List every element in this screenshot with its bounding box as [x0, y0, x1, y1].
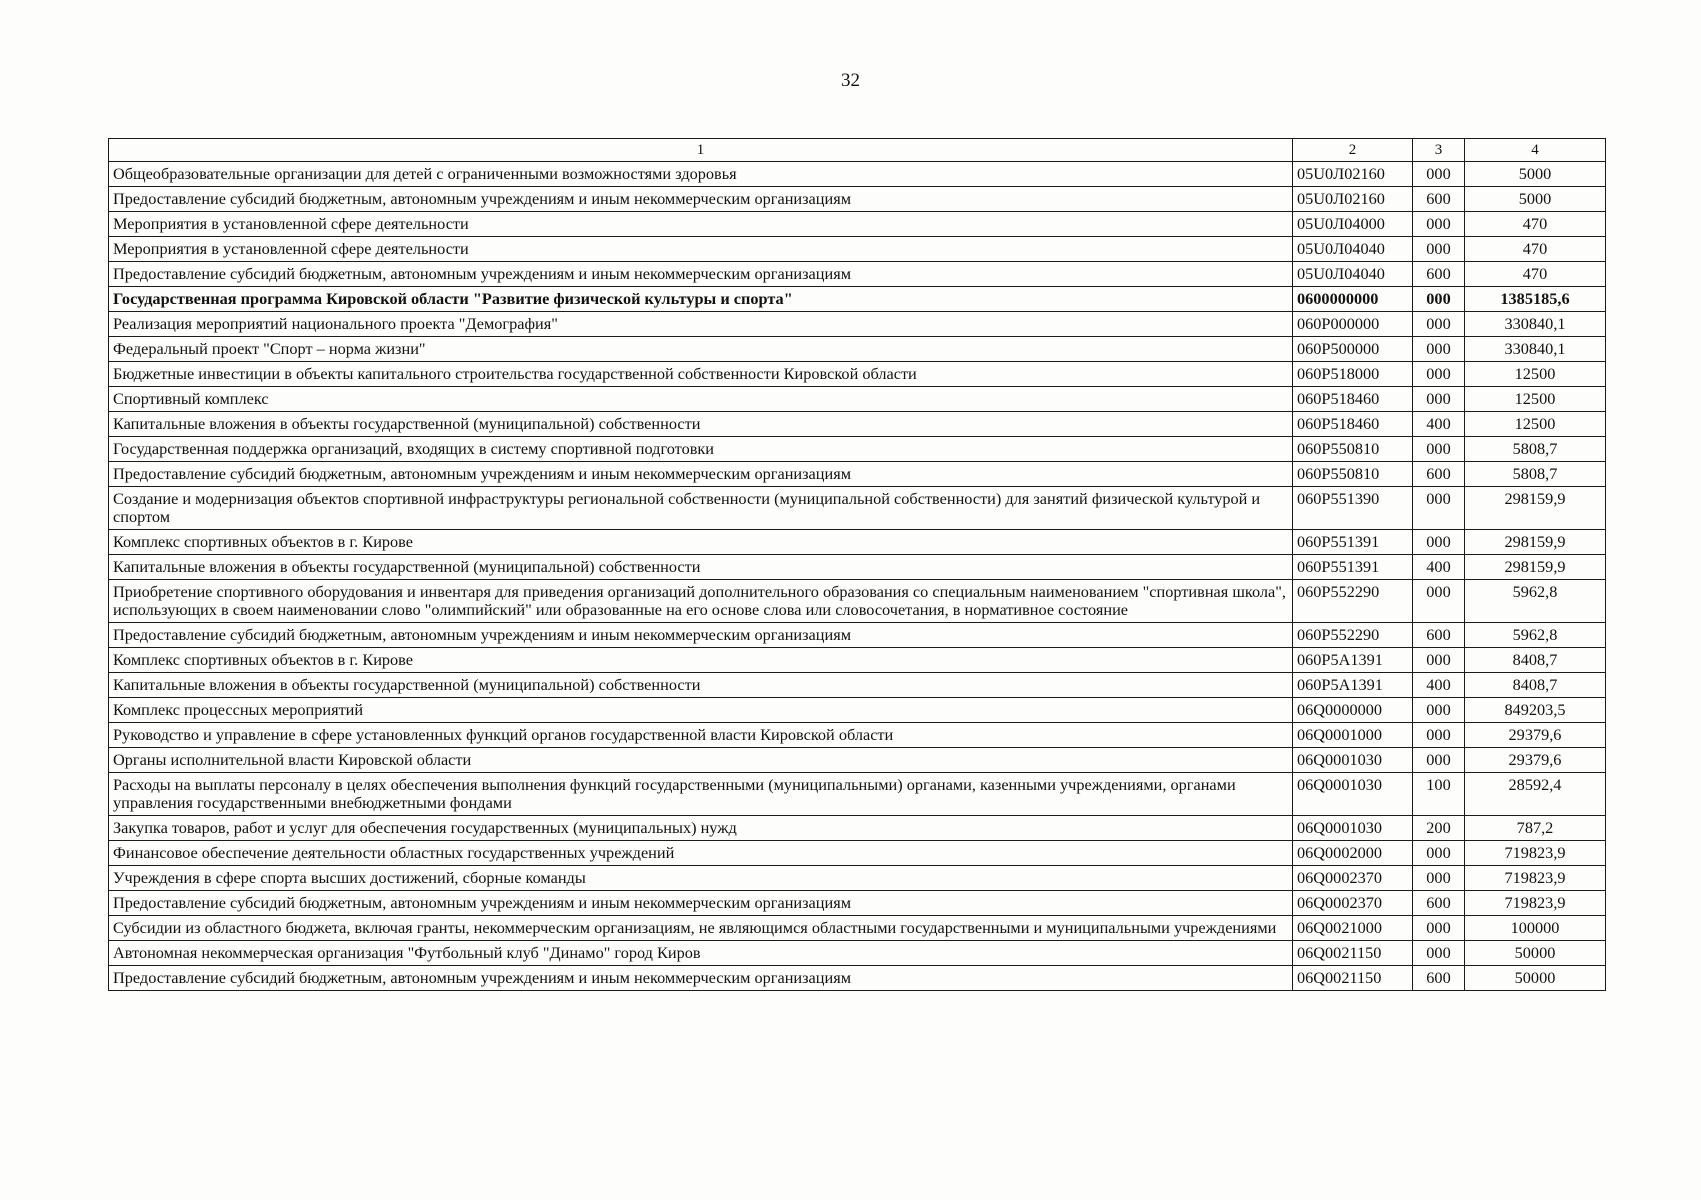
row-amount-cell: 5962,8	[1465, 623, 1606, 648]
row-name-cell: Приобретение спортивного оборудования и инвентаря для приведения организаций дополнительного образования со специальным наименованием "спортивная школа", использующих в своем наименовании слово "олимпийский" или образованные на его основе слова или словосочетания, в нормативное состояние	[109, 580, 1293, 623]
row-name-cell: Создание и модернизация объектов спортивной инфраструктуры региональной собственности (муниципальной собственности) для занятий физической культурой и спортом	[109, 487, 1293, 530]
row-code-cell: 06Q0002370	[1293, 891, 1413, 916]
row-expense-type-cell: 600	[1413, 891, 1465, 916]
table-row	[109, 580, 1606, 623]
row-name-cell: Предоставление субсидий бюджетным, автономным учреждениям и иным некоммерческим организациям	[109, 262, 1293, 287]
table-row	[109, 162, 1606, 187]
table-row	[109, 287, 1606, 312]
table-row	[109, 187, 1606, 212]
table-row	[109, 262, 1606, 287]
table-row	[109, 866, 1606, 891]
row-amount-cell: 8408,7	[1465, 673, 1606, 698]
row-code-cell: 060P550810	[1293, 437, 1413, 462]
row-code-cell: 05U0Л02160	[1293, 162, 1413, 187]
table-row	[109, 723, 1606, 748]
row-name-cell: Руководство и управление в сфере установленных функций органов государственной власти Кировской области	[109, 723, 1293, 748]
page-number: 32	[841, 70, 860, 91]
table-row	[109, 337, 1606, 362]
row-name-cell: Учреждения в сфере спорта высших достижений, сборные команды	[109, 866, 1293, 891]
row-name-cell: Реализация мероприятий национального проекта "Демография"	[109, 312, 1293, 337]
row-code-cell: 06Q0001030	[1293, 816, 1413, 841]
table-row	[109, 462, 1606, 487]
row-name-cell: Предоставление субсидий бюджетным, автономным учреждениям и иным некоммерческим организациям	[109, 891, 1293, 916]
row-code-cell: 05U0Л04000	[1293, 212, 1413, 237]
table-row	[109, 487, 1606, 530]
column-header-amount: 4	[1465, 139, 1606, 162]
row-code-cell: 060P500000	[1293, 337, 1413, 362]
row-name-cell: Органы исполнительной власти Кировской области	[109, 748, 1293, 773]
row-expense-type-cell: 200	[1413, 816, 1465, 841]
row-expense-type-cell: 000	[1413, 237, 1465, 262]
row-code-cell: 06Q0021150	[1293, 966, 1413, 991]
row-name-cell: Субсидии из областного бюджета, включая гранты, некоммерческим организациям, не являющимся областными государственными и муниципальными учреждениями	[109, 916, 1293, 941]
row-code-cell: 06Q0002000	[1293, 841, 1413, 866]
row-amount-cell: 29379,6	[1465, 748, 1606, 773]
row-name-cell: Предоставление субсидий бюджетным, автономным учреждениям и иным некоммерческим организациям	[109, 623, 1293, 648]
table-row	[109, 916, 1606, 941]
row-amount-cell: 719823,9	[1465, 841, 1606, 866]
row-code-cell: 060P518460	[1293, 412, 1413, 437]
row-expense-type-cell: 600	[1413, 623, 1465, 648]
row-amount-cell: 470	[1465, 262, 1606, 287]
row-amount-cell: 719823,9	[1465, 866, 1606, 891]
row-name-cell: Комплекс спортивных объектов в г. Кирове	[109, 648, 1293, 673]
table-row	[109, 891, 1606, 916]
row-amount-cell: 12500	[1465, 412, 1606, 437]
row-code-cell: 060P5A1391	[1293, 648, 1413, 673]
row-code-cell: 06Q0021000	[1293, 916, 1413, 941]
row-name-cell: Капитальные вложения в объекты государственной (муниципальной) собственности	[109, 555, 1293, 580]
row-code-cell: 060P551391	[1293, 530, 1413, 555]
row-code-cell: 05U0Л04040	[1293, 237, 1413, 262]
row-expense-type-cell: 000	[1413, 162, 1465, 187]
row-amount-cell: 298159,9	[1465, 530, 1606, 555]
row-amount-cell: 5808,7	[1465, 437, 1606, 462]
row-expense-type-cell: 000	[1413, 337, 1465, 362]
column-header-code: 2	[1293, 139, 1413, 162]
table-row	[109, 530, 1606, 555]
row-code-cell: 060P551390	[1293, 487, 1413, 530]
row-expense-type-cell: 000	[1413, 580, 1465, 623]
row-name-cell: Общеобразовательные организации для детей с ограниченными возможностями здоровья	[109, 162, 1293, 187]
row-amount-cell: 12500	[1465, 387, 1606, 412]
row-expense-type-cell: 000	[1413, 362, 1465, 387]
row-amount-cell: 719823,9	[1465, 891, 1606, 916]
row-expense-type-cell: 000	[1413, 530, 1465, 555]
table-row	[109, 841, 1606, 866]
row-amount-cell: 298159,9	[1465, 487, 1606, 530]
row-amount-cell: 1385185,6	[1465, 287, 1606, 312]
row-code-cell: 0600000000	[1293, 287, 1413, 312]
table-row	[109, 816, 1606, 841]
row-amount-cell: 330840,1	[1465, 337, 1606, 362]
row-code-cell: 060P552290	[1293, 580, 1413, 623]
row-expense-type-cell: 000	[1413, 916, 1465, 941]
row-name-cell: Автономная некоммерческая организация "Футбольный клуб "Динамо" город Киров	[109, 941, 1293, 966]
table-row	[109, 648, 1606, 673]
row-amount-cell: 298159,9	[1465, 555, 1606, 580]
row-amount-cell: 849203,5	[1465, 698, 1606, 723]
row-code-cell: 060P552290	[1293, 623, 1413, 648]
budget-table	[108, 138, 1606, 991]
row-code-cell: 06Q0001030	[1293, 773, 1413, 816]
row-name-cell: Комплекс процессных мероприятий	[109, 698, 1293, 723]
row-expense-type-cell: 000	[1413, 841, 1465, 866]
row-code-cell: 06Q0000000	[1293, 698, 1413, 723]
table-row	[109, 237, 1606, 262]
row-name-cell: Комплекс спортивных объектов в г. Кирове	[109, 530, 1293, 555]
table-header-row	[109, 139, 1606, 162]
row-code-cell: 060P551391	[1293, 555, 1413, 580]
row-amount-cell: 12500	[1465, 362, 1606, 387]
table-row	[109, 941, 1606, 966]
table-row	[109, 966, 1606, 991]
row-name-cell: Предоставление субсидий бюджетным, автономным учреждениям и иным некоммерческим организациям	[109, 462, 1293, 487]
table-row	[109, 387, 1606, 412]
row-amount-cell: 8408,7	[1465, 648, 1606, 673]
row-code-cell: 060P000000	[1293, 312, 1413, 337]
row-expense-type-cell: 000	[1413, 312, 1465, 337]
row-code-cell: 06Q0002370	[1293, 866, 1413, 891]
row-expense-type-cell: 000	[1413, 698, 1465, 723]
row-name-cell: Мероприятия в установленной сфере деятельности	[109, 237, 1293, 262]
table-row	[109, 773, 1606, 816]
row-expense-type-cell: 100	[1413, 773, 1465, 816]
row-expense-type-cell: 400	[1413, 673, 1465, 698]
row-name-cell: Капитальные вложения в объекты государственной (муниципальной) собственности	[109, 673, 1293, 698]
table-row	[109, 437, 1606, 462]
row-expense-type-cell: 600	[1413, 966, 1465, 991]
row-name-cell: Предоставление субсидий бюджетным, автономным учреждениям и иным некоммерческим организациям	[109, 966, 1293, 991]
row-amount-cell: 100000	[1465, 916, 1606, 941]
row-expense-type-cell: 400	[1413, 555, 1465, 580]
row-expense-type-cell: 000	[1413, 387, 1465, 412]
row-code-cell: 06Q0001030	[1293, 748, 1413, 773]
row-expense-type-cell: 600	[1413, 187, 1465, 212]
row-name-cell: Капитальные вложения в объекты государственной (муниципальной) собственности	[109, 412, 1293, 437]
row-expense-type-cell: 000	[1413, 212, 1465, 237]
column-header-name: 1	[109, 139, 1293, 162]
row-name-cell: Федеральный проект "Спорт – норма жизни"	[109, 337, 1293, 362]
row-expense-type-cell: 600	[1413, 462, 1465, 487]
row-amount-cell: 50000	[1465, 941, 1606, 966]
row-name-cell: Бюджетные инвестиции в объекты капитального строительства государственной собственности Кировской области	[109, 362, 1293, 387]
table-row	[109, 698, 1606, 723]
row-amount-cell: 50000	[1465, 966, 1606, 991]
row-name-cell: Спортивный комплекс	[109, 387, 1293, 412]
row-name-cell: Расходы на выплаты персоналу в целях обеспечения выполнения функций государственными (муниципальными) органами, казенными учреждениями, органами управления государственными внебюджетными фондами	[109, 773, 1293, 816]
row-expense-type-cell: 000	[1413, 287, 1465, 312]
row-expense-type-cell: 000	[1413, 866, 1465, 891]
row-expense-type-cell: 000	[1413, 941, 1465, 966]
row-name-cell: Мероприятия в установленной сфере деятельности	[109, 212, 1293, 237]
row-code-cell: 05U0Л02160	[1293, 187, 1413, 212]
row-expense-type-cell: 000	[1413, 487, 1465, 530]
table-row	[109, 623, 1606, 648]
table-row	[109, 673, 1606, 698]
row-expense-type-cell: 600	[1413, 262, 1465, 287]
row-amount-cell: 28592,4	[1465, 773, 1606, 816]
row-name-cell: Закупка товаров, работ и услуг для обеспечения государственных (муниципальных) нужд	[109, 816, 1293, 841]
row-amount-cell: 5808,7	[1465, 462, 1606, 487]
row-amount-cell: 470	[1465, 212, 1606, 237]
column-header-expense-type: 3	[1413, 139, 1465, 162]
row-code-cell: 060P518460	[1293, 387, 1413, 412]
row-expense-type-cell: 000	[1413, 648, 1465, 673]
row-amount-cell: 470	[1465, 237, 1606, 262]
table-row	[109, 362, 1606, 387]
row-expense-type-cell: 000	[1413, 723, 1465, 748]
table-row	[109, 412, 1606, 437]
row-amount-cell: 5962,8	[1465, 580, 1606, 623]
row-code-cell: 060P5A1391	[1293, 673, 1413, 698]
table-body	[109, 162, 1606, 991]
table-row	[109, 212, 1606, 237]
row-expense-type-cell: 400	[1413, 412, 1465, 437]
row-amount-cell: 787,2	[1465, 816, 1606, 841]
row-amount-cell: 330840,1	[1465, 312, 1606, 337]
row-expense-type-cell: 000	[1413, 748, 1465, 773]
row-expense-type-cell: 000	[1413, 437, 1465, 462]
row-name-cell: Государственная программа Кировской области "Развитие физической культуры и спорта"	[109, 287, 1293, 312]
row-code-cell: 060P518000	[1293, 362, 1413, 387]
row-code-cell: 05U0Л04040	[1293, 262, 1413, 287]
row-code-cell: 06Q0001000	[1293, 723, 1413, 748]
row-name-cell: Предоставление субсидий бюджетным, автономным учреждениям и иным некоммерческим организациям	[109, 187, 1293, 212]
row-amount-cell: 5000	[1465, 162, 1606, 187]
row-code-cell: 06Q0021150	[1293, 941, 1413, 966]
table-row	[109, 555, 1606, 580]
row-amount-cell: 29379,6	[1465, 723, 1606, 748]
row-name-cell: Государственная поддержка организаций, входящих в систему спортивной подготовки	[109, 437, 1293, 462]
row-amount-cell: 5000	[1465, 187, 1606, 212]
table-row	[109, 748, 1606, 773]
row-code-cell: 060P550810	[1293, 462, 1413, 487]
row-name-cell: Финансовое обеспечение деятельности областных государственных учреждений	[109, 841, 1293, 866]
table-row	[109, 312, 1606, 337]
